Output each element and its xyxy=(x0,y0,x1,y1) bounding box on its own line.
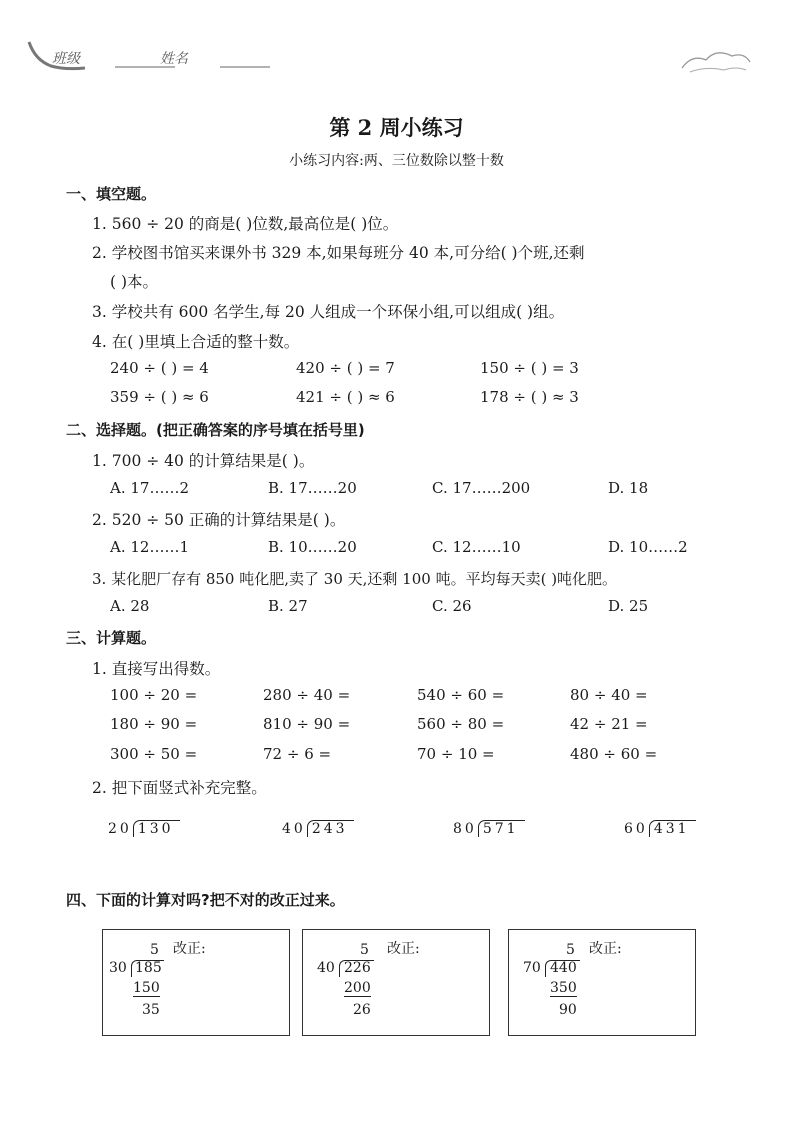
option: A. 12……1 xyxy=(110,538,189,556)
vd-divisor: 80 xyxy=(453,821,477,837)
correction-label: 改正: xyxy=(173,941,206,957)
correction-label: 改正: xyxy=(387,941,420,957)
cloud-icon xyxy=(676,40,756,80)
calc-item: 70 ÷ 10 = xyxy=(417,745,495,763)
divisor: 40 xyxy=(317,960,335,976)
option: B. 27 xyxy=(268,597,308,615)
divisor: 30 xyxy=(109,960,127,976)
s3-question-1: 1. 直接写出得数。 xyxy=(92,660,221,678)
option: D. 18 xyxy=(608,479,649,497)
option: B. 10……20 xyxy=(268,538,357,556)
fill-item: 178 ÷ ( ) ≈ 3 xyxy=(480,388,579,406)
fill-item: 359 ÷ ( ) ≈ 6 xyxy=(110,388,209,406)
option: C. 17……200 xyxy=(432,479,531,497)
calc-item: 480 ÷ 60 = xyxy=(570,745,658,763)
option: A. 28 xyxy=(110,597,150,615)
vertical-division xyxy=(624,820,696,837)
option: C. 12……10 xyxy=(432,538,521,556)
s1-question-3: 3. 学校共有 600 名学生,每 20 人组成一个环保小组,可以组成( )组。 xyxy=(92,303,565,321)
vd-divisor: 60 xyxy=(624,821,648,837)
class-label: 班级 xyxy=(52,51,80,67)
calc-item: 280 ÷ 40 = xyxy=(263,686,351,704)
calc-item: 180 ÷ 90 = xyxy=(110,715,198,733)
option: D. 25 xyxy=(608,597,649,615)
s3-question-2: 2. 把下面竖式补充完整。 xyxy=(92,779,267,797)
page-subtitle: 小练习内容:两、三位数除以整十数 xyxy=(289,153,504,169)
calc-item: 560 ÷ 80 = xyxy=(417,715,505,733)
fill-item: 421 ÷ ( ) ≈ 6 xyxy=(296,388,395,406)
vd-divisor: 40 xyxy=(282,821,306,837)
calc-item: 540 ÷ 60 = xyxy=(417,686,505,704)
option: A. 17……2 xyxy=(110,479,189,497)
section-2-heading: 二、选择题。(把正确答案的序号填在括号里) xyxy=(66,421,365,439)
dividend: 226 xyxy=(344,960,371,976)
quotient: 5 xyxy=(150,942,159,958)
s2-question-2: 2. 520 ÷ 50 正确的计算结果是( )。 xyxy=(92,511,346,529)
correction-box xyxy=(102,929,290,1036)
option: C. 26 xyxy=(432,597,472,615)
vertical-division xyxy=(108,820,180,837)
vd-dividend: 130 xyxy=(133,820,180,837)
vd-dividend: 571 xyxy=(478,820,525,837)
vertical-division xyxy=(282,820,354,837)
dividend: 185 xyxy=(135,960,162,976)
vd-divisor: 20 xyxy=(108,821,132,837)
page-title: 第 2 周小练习 xyxy=(329,115,464,140)
option: D. 10……2 xyxy=(608,538,688,556)
s1-question-2a: 2. 学校图书馆买来课外书 329 本,如果每班分 40 本,可分给( )个班,还剩 xyxy=(92,244,585,262)
calc-item: 100 ÷ 20 = xyxy=(110,686,198,704)
fill-item: 240 ÷ ( ) = 4 xyxy=(110,359,209,377)
calc-item: 810 ÷ 90 = xyxy=(263,715,351,733)
calc-item: 300 ÷ 50 = xyxy=(110,745,198,763)
fill-item: 150 ÷ ( ) = 3 xyxy=(480,359,579,377)
correction-box xyxy=(508,929,696,1036)
quotient: 5 xyxy=(566,942,575,958)
divisor: 70 xyxy=(523,960,541,976)
vd-dividend: 431 xyxy=(649,820,696,837)
s1-question-1: 1. 560 ÷ 20 的商是( )位数,最高位是( )位。 xyxy=(92,215,399,233)
fill-item: 420 ÷ ( ) = 7 xyxy=(296,359,395,377)
vd-dividend: 243 xyxy=(307,820,354,837)
s2-question-1: 1. 700 ÷ 40 的计算结果是( )。 xyxy=(92,452,315,470)
product: 350 xyxy=(550,980,577,996)
correction-label: 改正: xyxy=(589,941,622,957)
section-4-heading: 四、下面的计算对吗?把不对的改正过来。 xyxy=(66,891,345,909)
calc-item: 72 ÷ 6 = xyxy=(263,745,332,763)
dividend: 440 xyxy=(550,960,577,976)
option: B. 17……20 xyxy=(268,479,357,497)
s1-question-4: 4. 在( )里填上合适的整十数。 xyxy=(92,333,300,351)
remainder: 26 xyxy=(353,1002,371,1018)
calc-item: 42 ÷ 21 = xyxy=(570,715,648,733)
quotient: 5 xyxy=(360,942,369,958)
s2-question-3: 3. 某化肥厂存有 850 吨化肥,卖了 30 天,还剩 100 吨。平均每天卖( )吨化肥。 xyxy=(92,570,618,588)
section-3-heading: 三、计算题。 xyxy=(66,629,157,647)
vertical-division xyxy=(453,820,525,837)
s1-question-2b: ( )本。 xyxy=(110,273,159,291)
calc-item: 80 ÷ 40 = xyxy=(570,686,648,704)
product: 200 xyxy=(344,980,371,996)
section-1-heading: 一、填空题。 xyxy=(66,185,157,203)
name-label: 姓名 xyxy=(160,51,188,67)
remainder: 35 xyxy=(142,1002,160,1018)
product: 150 xyxy=(133,980,160,996)
correction-box xyxy=(302,929,490,1036)
remainder: 90 xyxy=(559,1002,577,1018)
